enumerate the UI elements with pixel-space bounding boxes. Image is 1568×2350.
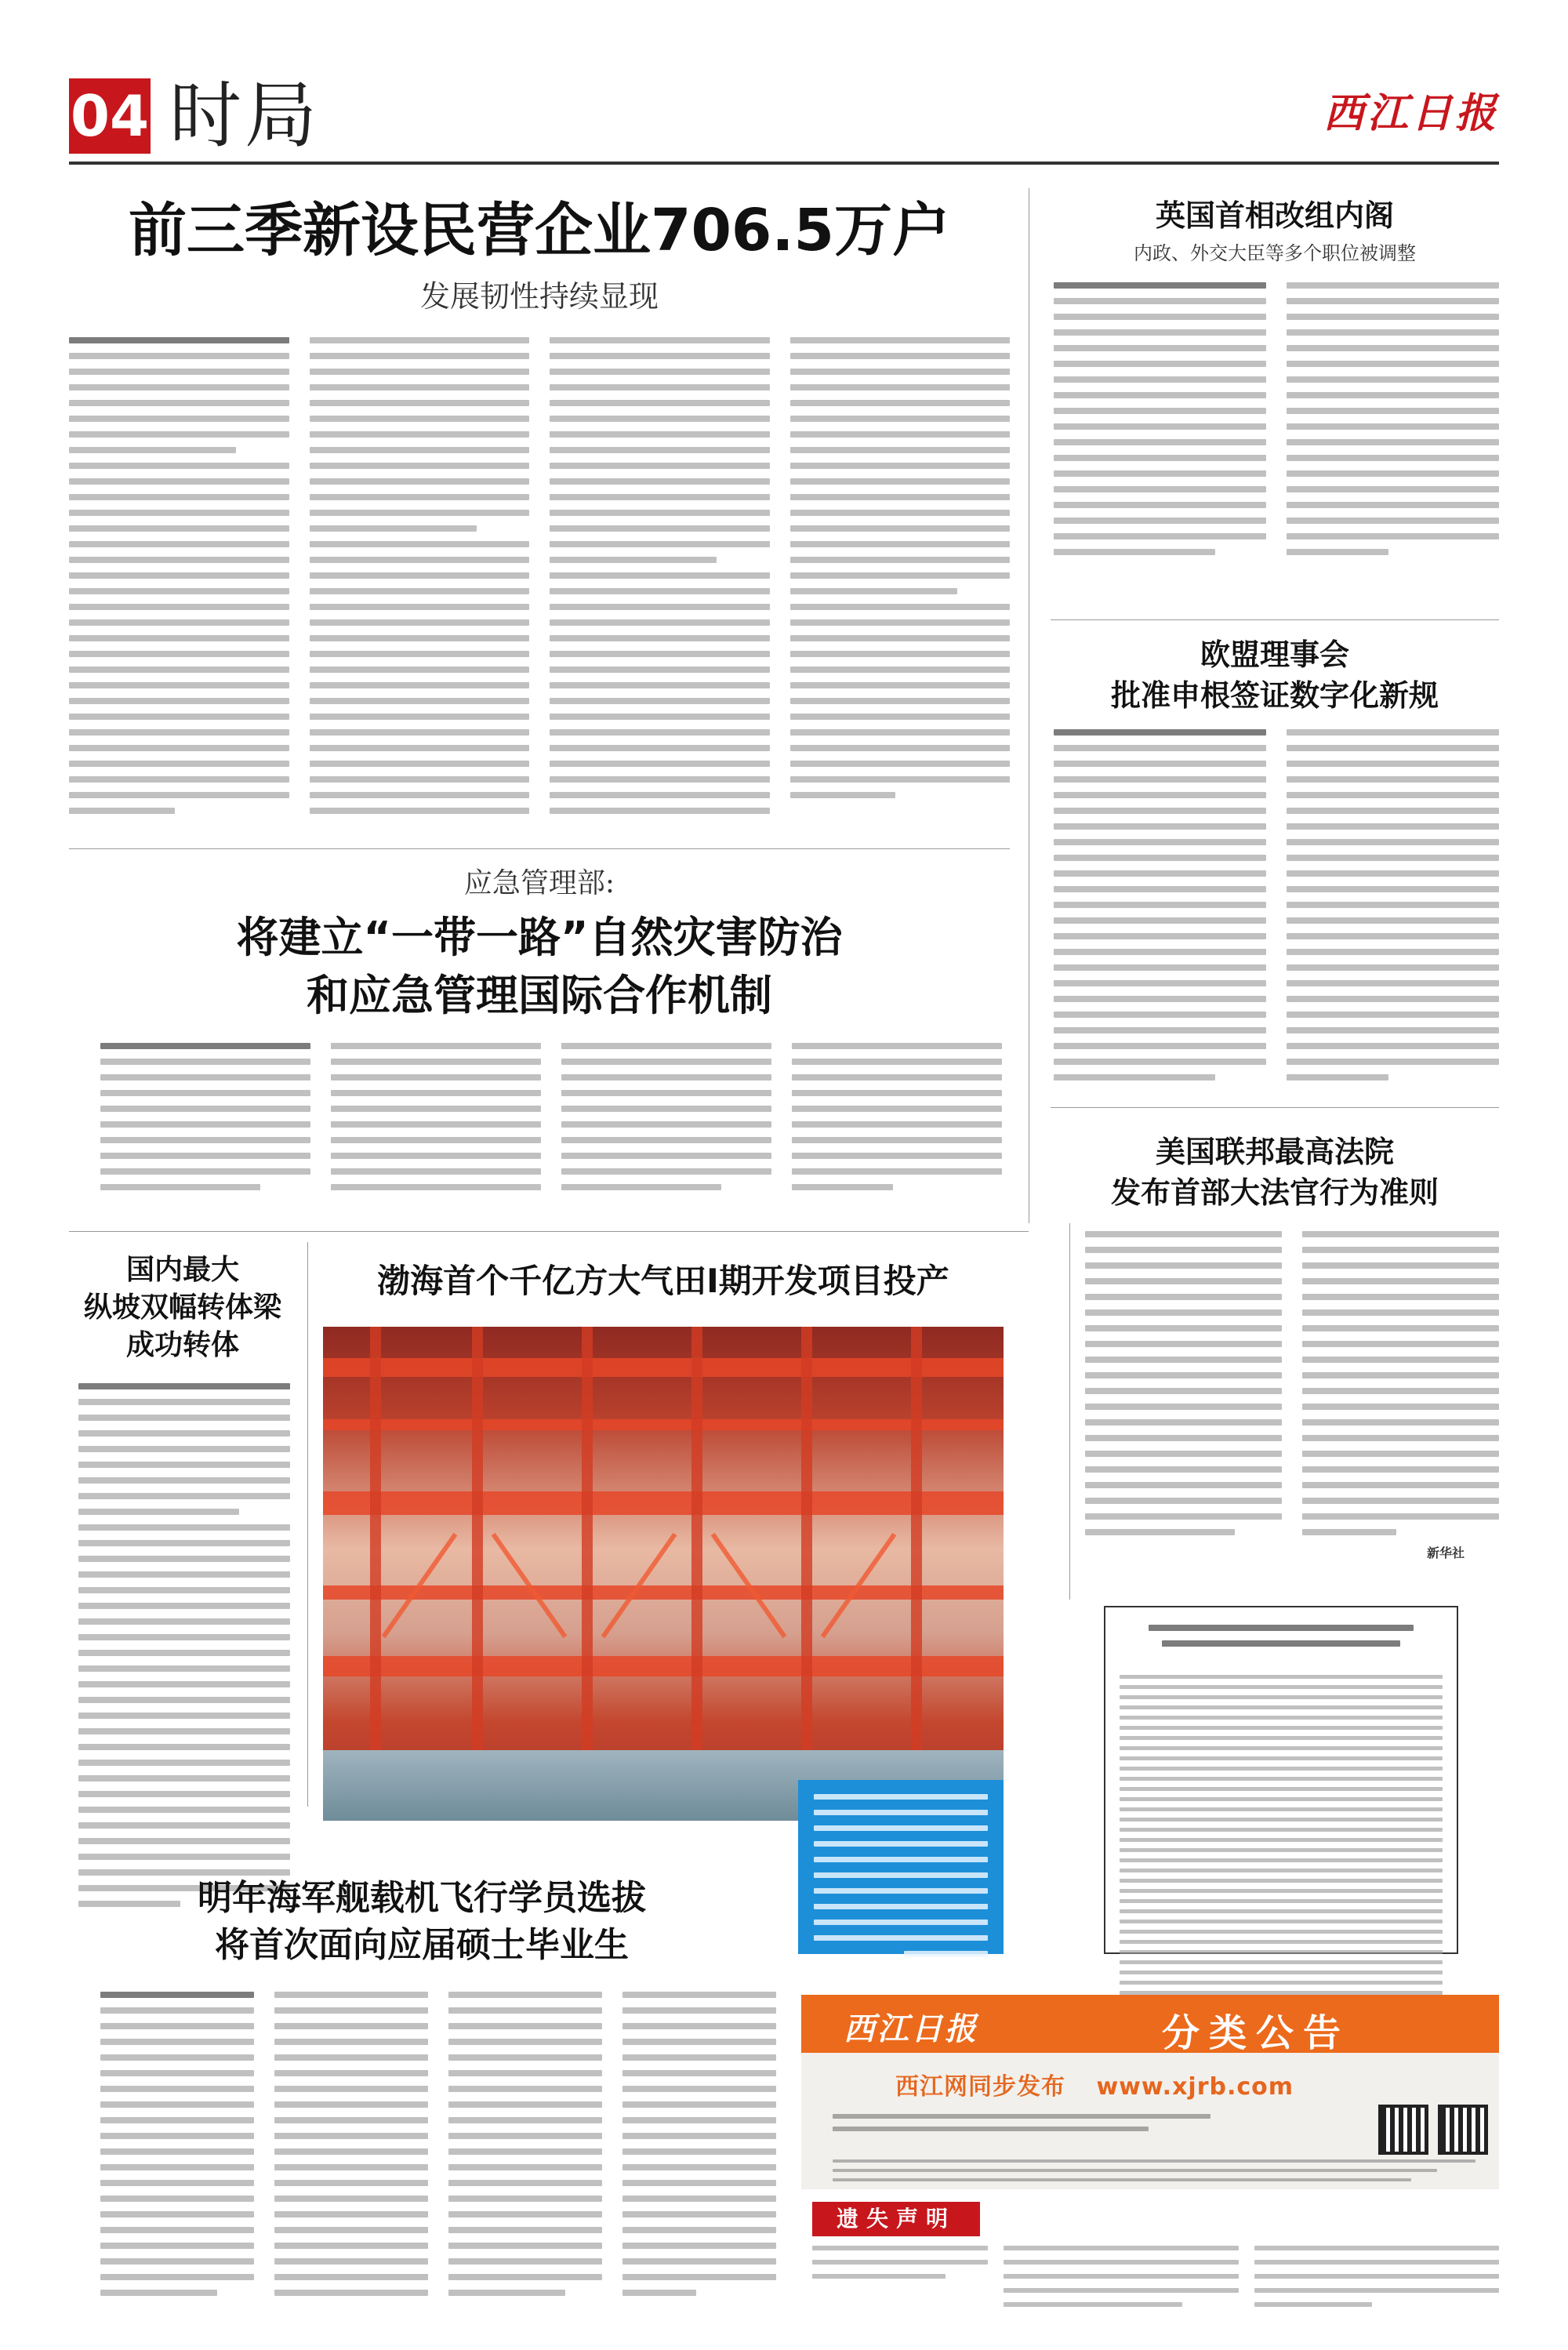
public-notice-title-graphic (1120, 1625, 1443, 1659)
lost-notice-label: 遗失声明 (812, 2202, 980, 2236)
column-divider (1069, 1223, 1070, 1600)
classified-logo: 西江日报 (844, 2010, 978, 2047)
public-notice-box (1104, 1606, 1458, 1954)
bridge-headline-line2[interactable]: 纵坡双幅转体梁 (83, 1291, 281, 1324)
bridge-headline-line3[interactable]: 成功转体 (125, 1329, 239, 1361)
classified-website[interactable] (895, 2067, 1294, 2101)
photo-caption (798, 1780, 1004, 1954)
qr-code-icon (1438, 2105, 1488, 2155)
lead-body-column (69, 337, 289, 823)
us-court-byline: 新华社 (1427, 1545, 1465, 1560)
qr-code-icon (1378, 2105, 1428, 2155)
column-divider (307, 1242, 308, 1807)
lead-body-column (310, 337, 530, 823)
website-url[interactable]: www.xjrb.com (1096, 2073, 1294, 2101)
lead-body (69, 337, 1010, 823)
us-court-headline-line1[interactable]: 美国联邦最高法院 (1155, 1135, 1394, 1169)
navy-body (100, 1992, 776, 2321)
uk-headline[interactable]: 英国首相改组内阁 (1155, 198, 1394, 233)
lead-subtitle: 发展韧性持续显现 (419, 279, 659, 314)
lost-notice-listings (812, 2246, 1499, 2324)
bridge-body (78, 1383, 290, 1822)
classified-rate-table (833, 2159, 1475, 2188)
navy-headline-line2[interactable]: 将首次面向应届硕士毕业生 (215, 1925, 629, 1965)
page-number: 04 (69, 78, 151, 154)
bohai-headline[interactable]: 渤海首个千亿方大气田Ⅰ期开发项目投产 (377, 1262, 949, 1300)
section-title: 时局 (169, 74, 321, 158)
section-divider (69, 848, 1010, 849)
masthead (69, 75, 1499, 162)
classified-contact-info (833, 2114, 1272, 2139)
gas-platform-photo (323, 1327, 1004, 1821)
lead-body-column (550, 337, 770, 823)
classified-title: 分类公告 (1162, 2011, 1351, 2055)
emergency-headline-line1[interactable]: 将建立“一带一路”自然灾害防治 (236, 913, 843, 962)
uk-subtitle: 内政、外交大臣等多个职位被调整 (1134, 242, 1416, 264)
website-label: 西江网同步发布 (895, 2073, 1065, 2101)
section-divider (69, 1231, 1029, 1232)
eu-headline-line2[interactable]: 批准申根签证数字化新规 (1110, 678, 1439, 713)
uk-body (1054, 282, 1499, 580)
eu-headline-line1[interactable]: 欧盟理事会 (1200, 637, 1349, 672)
navy-headline-line1[interactable]: 明年海军舰载机飞行学员选拔 (198, 1878, 646, 1918)
emergency-kicker: 应急管理部: (463, 867, 615, 899)
paper-logo: 西江日报 (1323, 89, 1499, 137)
us-court-body (1085, 1231, 1499, 1545)
us-court-headline-line2[interactable]: 发布首部大法官行为准则 (1110, 1175, 1439, 1210)
lead-body-column (790, 337, 1011, 823)
masthead-rule (69, 162, 1499, 165)
classified-header (801, 1995, 1499, 2053)
emergency-body (100, 1043, 1002, 1215)
bridge-headline-line1[interactable]: 国内最大 (125, 1254, 239, 1286)
section-divider (1051, 619, 1499, 620)
section-divider (1051, 1107, 1499, 1108)
emergency-headline-line2[interactable]: 和应急管理国际合作机制 (307, 971, 772, 1020)
lead-headline[interactable]: 前三季新设民营企业706.5万户 (128, 197, 951, 264)
eu-body (1054, 729, 1499, 1090)
classified-ads-panel (801, 1995, 1499, 2189)
